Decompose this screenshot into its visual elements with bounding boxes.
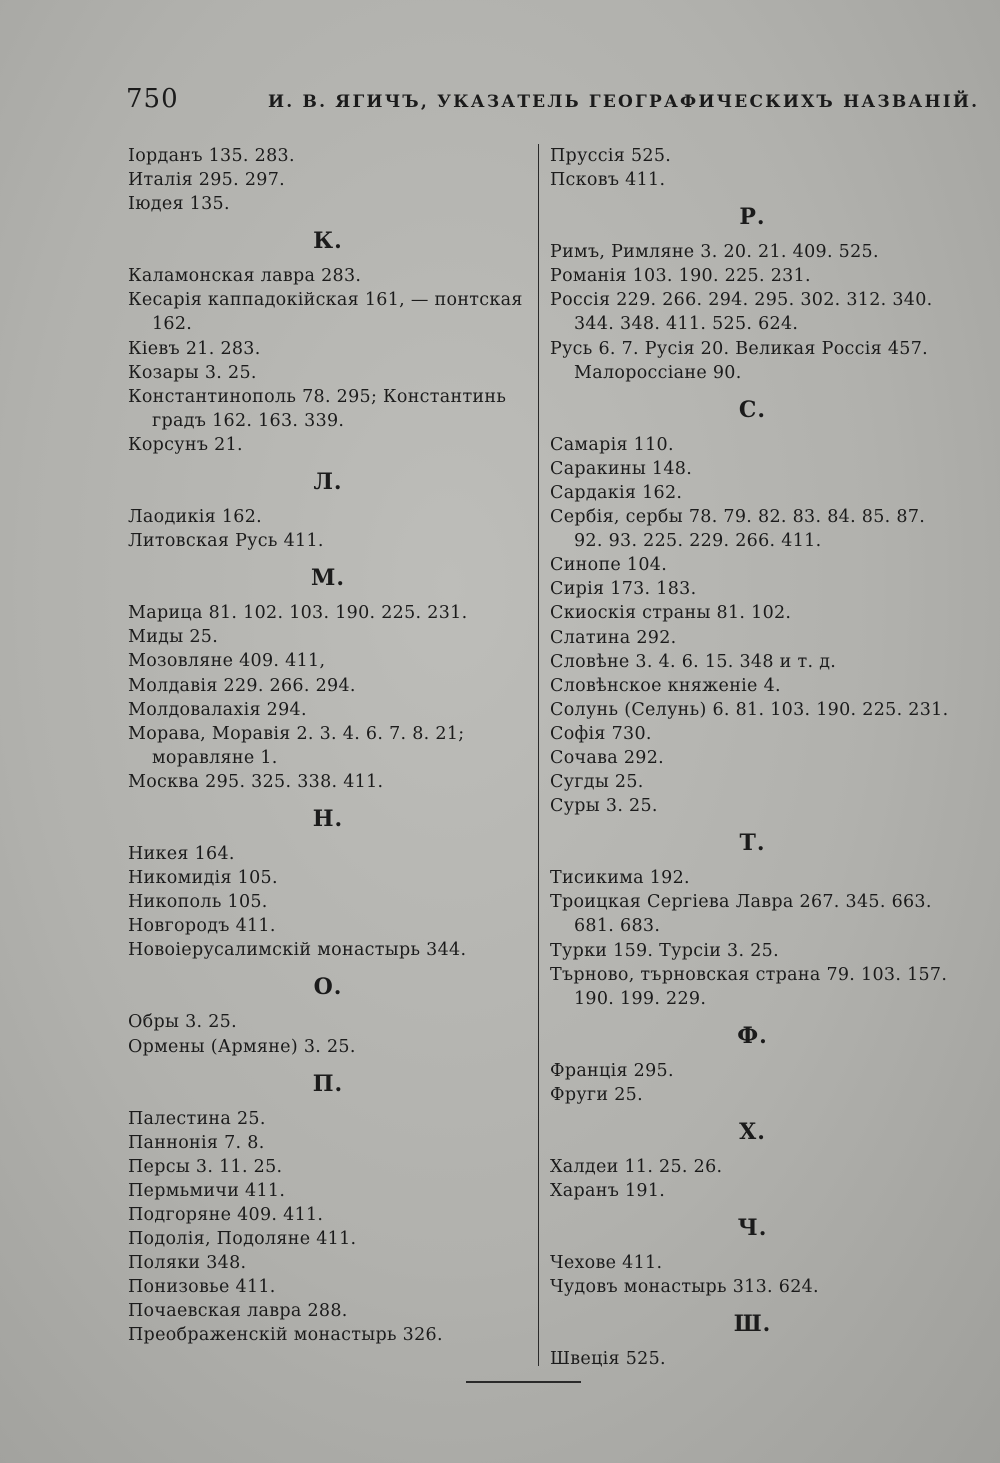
index-entry: Софія 730. (550, 723, 652, 744)
index-entry: Франція 295. (550, 1060, 674, 1081)
section-letter-heading: Л. (313, 469, 343, 496)
column-divider (538, 144, 539, 1366)
index-entry: Тисикима 192. (550, 868, 690, 889)
index-entry: Търново, търновская страна 79. 103. 157. 190. 199. 229. (550, 964, 948, 1009)
index-column-left (128, 144, 528, 1348)
index-entry: Романія 103. 190. 225. 231. (550, 266, 811, 287)
index-entry: Никополь 105. (128, 892, 268, 913)
index-entry: Понизовье 411. (128, 1277, 276, 1298)
index-entry: Пермьмичи 411. (128, 1180, 286, 1201)
index-entry: Псковъ 411. (550, 170, 666, 191)
index-entry: Новгородъ 411. (128, 916, 276, 937)
index-entry: Кіевъ 21. 283. (128, 338, 261, 359)
index-entry: Троицкая Сергіева Лавра 267. 345. 663. 681. 683. (550, 892, 932, 937)
index-entry: Литовская Русь 411. (128, 531, 324, 552)
index-entry: Каламонская лавра 283. (128, 266, 362, 287)
index-entry: Морава, Моравія 2. 3. 4. 6. 7. 8. 21; моравляне 1. (128, 723, 465, 768)
index-entry: Кесарія каппадокійская 161, — понтская 162. (128, 290, 523, 335)
section-letter-heading: М. (310, 565, 345, 592)
section-letter-heading: К. (313, 228, 343, 255)
index-entry: Марица 81. 102. 103. 190. 225. 231. (128, 603, 468, 624)
section-letter-heading: Р. (739, 204, 766, 231)
page-number: 750 (126, 84, 179, 114)
index-entry: Обры 3. 25. (128, 1012, 237, 1033)
index-entry: Харанъ 191. (550, 1181, 666, 1202)
index-entry: Самарія 110. (550, 434, 674, 455)
index-entry: Миды 25. (128, 627, 219, 648)
index-entry: Сочава 292. (550, 747, 665, 768)
section-letter-heading: Х. (739, 1119, 766, 1145)
section-letter-heading: Ч. (737, 1215, 768, 1242)
section-letter-heading: Н. (312, 805, 344, 832)
index-entry: Почаевская лавра 288. (128, 1301, 348, 1322)
index-entry: Молдавія 229. 266. 294. (128, 675, 356, 696)
section-letter-heading: Ш. (733, 1311, 772, 1338)
index-entry: Никея 164. (128, 843, 235, 864)
index-entry: Палестина 25. (128, 1108, 266, 1129)
index-entry: Корсунъ 21. (128, 434, 243, 455)
index-entry: Италія 295. 297. (128, 170, 285, 191)
section-letter-heading: О. (313, 974, 343, 1001)
index-entry: Іюдея 135. (128, 194, 230, 215)
index-entry: Русь 6. 7. Русія 20. Великая Россія 457. Малороссіане 90. (550, 338, 928, 383)
index-entry: Молдовалахія 294. (128, 699, 307, 720)
index-entry: Сугды 25. (550, 772, 644, 793)
index-entry: Ормены (Армяне) 3. 25. (128, 1036, 356, 1057)
page-header (126, 84, 980, 124)
index-entry: Саракины 148. (550, 458, 693, 479)
index-entry: Персы 3. 11. 25. (128, 1156, 283, 1177)
index-entry: Словѣне 3. 4. 6. 15. 348 и т. д. (550, 651, 837, 672)
index-entry: Слатина 292. (550, 627, 677, 648)
footer-rule (466, 1381, 581, 1383)
index-entry: Суры 3. 25. (550, 796, 658, 817)
index-entry: Чудовъ монастырь 313. 624. (550, 1277, 819, 1298)
index-entry: Подолія, Подоляне 411. (128, 1229, 357, 1250)
index-entry: Никомидія 105. (128, 868, 278, 889)
index-entry: Козары 3. 25. (128, 362, 257, 383)
index-entry: Москва 295. 325. 338. 411. (128, 771, 384, 792)
index-entry: Чехове 411. (550, 1253, 663, 1274)
index-entry: Словѣнское княженіе 4. (550, 675, 781, 696)
index-entry: Подгоряне 409. 411. (128, 1205, 324, 1225)
running-head: И. В. ЯГИЧЪ, УКАЗАТЕЛЬ ГЕОГРАФИЧЕСКИХЪ НАЗВАНІЙ. (268, 92, 980, 112)
index-entry: Константинополь 78. 295; Константинь градъ 162. 163. 339. (128, 386, 507, 431)
index-entry: Турки 159. Турсіи 3. 25. (550, 940, 779, 961)
index-entry: Пруссія 525. (550, 146, 672, 166)
index-entry: Іорданъ 135. 283. (128, 146, 295, 166)
index-entry: Фруги 25. (550, 1084, 643, 1105)
index-entry: Скиоскія страны 81. 102. (550, 603, 792, 624)
index-column-right (550, 144, 955, 1371)
index-entry: Лаодикія 162. (128, 507, 263, 528)
index-entry: Халдеи 11. 25. 26. (550, 1157, 723, 1177)
index-entry: Сирія 173. 183. (550, 579, 697, 600)
index-entry: Россія 229. 266. 294. 295. 302. 312. 340. 344. 348. 411. 525. 624. (550, 290, 933, 335)
index-entry: Поляки 348. (128, 1253, 247, 1274)
index-entry: Сербія, сербы 78. 79. 82. 83. 84. 85. 87. 92. 93. 225. 229. 266. 411. (550, 507, 926, 552)
section-letter-heading: Т. (739, 830, 766, 857)
section-letter-heading: С. (738, 396, 767, 423)
index-entry: Новоіерусалимскій монастырь 344. (128, 940, 467, 961)
section-letter-heading: П. (312, 1070, 344, 1097)
index-entry: Паннонія 7. 8. (128, 1132, 265, 1153)
index-entry: Солунь (Селунь) 6. 81. 103. 190. 225. 231. (550, 699, 949, 720)
index-entry: Сардакія 162. (550, 482, 683, 503)
index-entry: Синопе 104. (550, 555, 668, 576)
index-entry: Мозовляне 409. 411, (128, 651, 326, 672)
index-entry: Римъ, Римляне 3. 20. 21. 409. 525. (550, 242, 879, 263)
index-entry: Преображенскій монастырь 326. (128, 1325, 443, 1346)
section-letter-heading: Ф. (737, 1022, 768, 1049)
index-entry: Швеція 525. (550, 1349, 666, 1370)
